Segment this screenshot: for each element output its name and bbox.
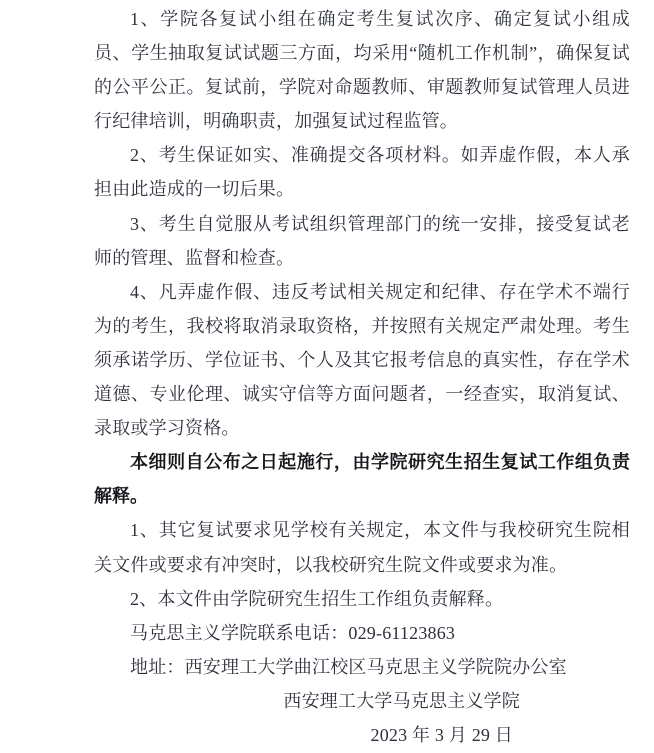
remark-paragraph-1: 1、其它复试要求见学校有关规定，本文件与我校研究生院相关文件或要求有冲突时，以我校研究生院文件或要求为准。 bbox=[94, 520, 630, 575]
effective-notice-paragraph: 本细则自公布之日起施行，由学院研究生招生复试工作组负责解释。 bbox=[94, 452, 630, 507]
signature-date-line: 2023 年 3 月 29 日 bbox=[370, 724, 513, 745]
rule-paragraph-1: 1、学院各复试小组在确定考生复试次序、确定复试小组成员、学生抽取复试试题三方面，均采用“随机工作机制”，确保复试的公平公正。复试前，学院对命题教师、审题教师复试管理人员进行纪律培训，明确职责，加强复试过程监管。 bbox=[94, 9, 630, 132]
remark-paragraph-2: 2、本文件由学院研究生招生工作组负责解释。 bbox=[130, 588, 504, 609]
rule-paragraph-3: 3、考生自觉服从考试组织管理部门的统一安排，接受复试老师的管理、监督和检查。 bbox=[94, 213, 630, 268]
contact-phone-line: 马克思主义学院联系电话：029-61123863 bbox=[130, 622, 456, 643]
rule-paragraph-4: 4、凡弄虚作假、违反考试相关规定和纪律、存在学术不端行为的考生，我校将取消录取资格，并按照有关规定严肃处理。考生须承诺学历、学位证书、个人及其它报考信息的真实性，存在学术道德、专业伦理、诚实守信等方面问题者，一经查实，取消复试、录取或学习资格。 bbox=[94, 281, 630, 439]
contact-address-line: 地址：西安理工大学曲江校区马克思主义学院院办公室 bbox=[130, 656, 567, 677]
rule-paragraph-2: 2、考生保证如实、准确提交各项材料。如弄虚作假，本人承担由此造成的一切后果。 bbox=[94, 145, 630, 200]
signature-organization-line: 西安理工大学马克思主义学院 bbox=[283, 690, 520, 711]
